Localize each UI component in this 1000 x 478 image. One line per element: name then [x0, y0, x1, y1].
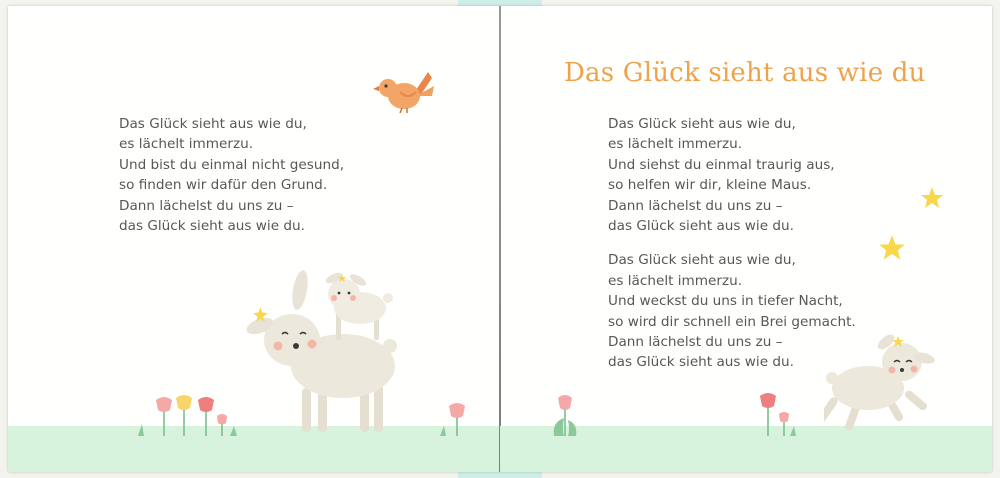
bird-icon [372, 66, 438, 114]
poem-line: das Glück sieht aus wie du. [608, 218, 794, 235]
star-icon [920, 186, 944, 210]
right-page [500, 6, 992, 472]
poem-line: Und weckst du uns in tiefer Nacht, [608, 293, 843, 310]
tulip-icon [752, 390, 798, 438]
poem-line: Dann lächelst du uns zu – [608, 334, 783, 351]
left-poem [119, 114, 344, 236]
poem-line: es lächelt immerzu. [119, 136, 254, 153]
poem-line: Und bist du einmal nicht gesund, [119, 156, 345, 173]
poem-line: so wird dir schnell ein Brei gemacht. [608, 313, 856, 330]
poem-line: Das Glück sieht aus wie du, [119, 116, 307, 132]
poem-line: es lächelt immerzu. [608, 272, 743, 289]
poem-line: Das Glück sieht aus wie du, [608, 116, 796, 132]
poem-line: Dann lächelst du uns zu – [119, 197, 294, 214]
lamb-icon [824, 328, 944, 438]
poem-line: Dann lächelst du uns zu – [608, 197, 783, 214]
bottom-spine-tab [458, 472, 542, 478]
sheep-with-lamb-icon [238, 268, 408, 438]
page-title: Das Glück sieht aus wie du [564, 58, 926, 88]
poem-stanza [608, 114, 856, 236]
tulip-icon [438, 402, 472, 438]
poem-line: es lächelt immerzu. [608, 136, 743, 153]
poem-stanza [608, 250, 856, 372]
left-page [8, 6, 500, 472]
tulip-icon [134, 394, 244, 438]
poem-line: so helfen wir dir, kleine Maus. [608, 177, 812, 194]
poem-line: das Glück sieht aus wie du. [119, 218, 305, 235]
right-poem [608, 114, 856, 373]
book-spread [8, 6, 992, 472]
poem-line: Und siehst du einmal traurig aus, [608, 156, 835, 173]
poem-line: Das Glück sieht aus wie du, [608, 252, 796, 269]
tulip-icon [548, 392, 582, 438]
poem-line: das Glück sieht aus wie du. [608, 354, 794, 371]
poem-line: so finden wir dafür den Grund. [119, 177, 328, 194]
star-icon [878, 234, 906, 262]
